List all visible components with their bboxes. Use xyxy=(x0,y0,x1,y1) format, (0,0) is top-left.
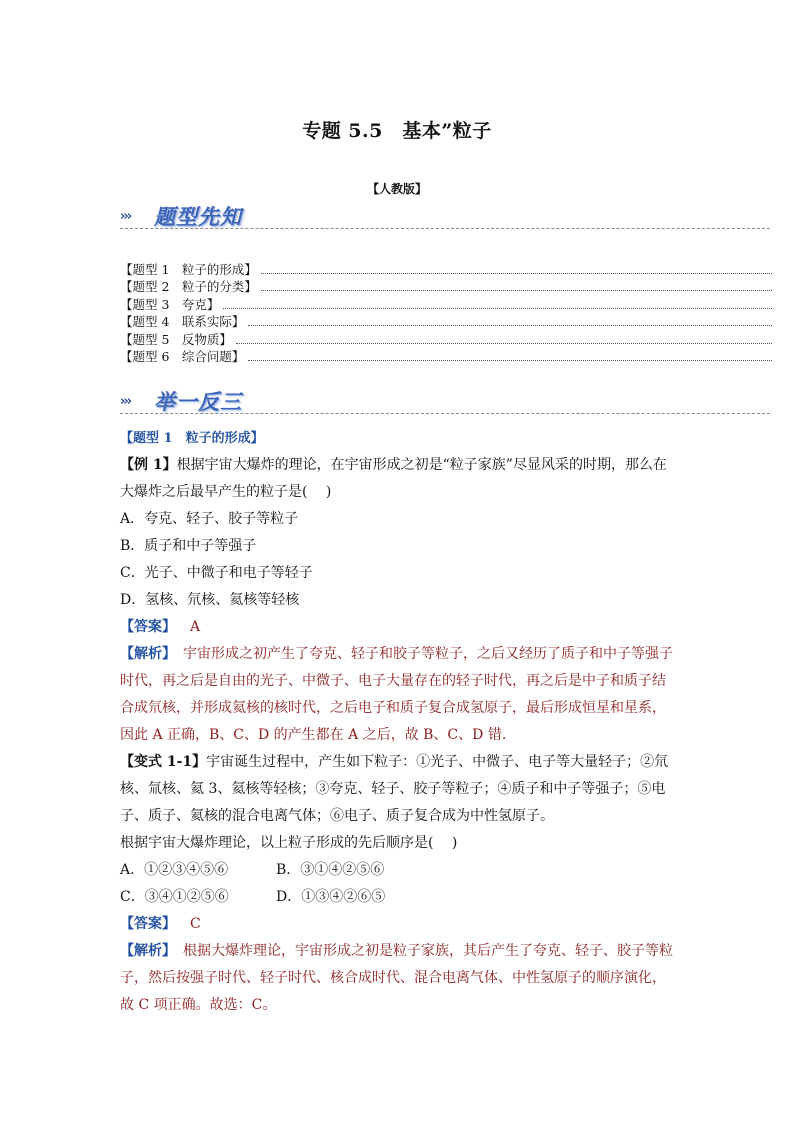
section-heading: 【题型 1 粒子的形成】 xyxy=(120,431,264,446)
option-d: D．氢核、氘核、氦核等轻核 xyxy=(120,592,300,608)
banner-divider xyxy=(120,413,770,414)
option-c: C．光子、中微子和电子等轻子 xyxy=(120,565,313,581)
banner-arrows-icon: ››› xyxy=(120,209,131,224)
toc-leader xyxy=(261,290,772,291)
overview-banner xyxy=(120,201,770,231)
toc-list xyxy=(120,260,774,365)
option-b: B．质子和中子等强子 xyxy=(120,538,257,554)
analysis-paragraph: 【解析】 根据大爆炸理论，宇宙形成之初是粒子家族，其后产生了夸克、轻子、胶子等粒子，然后按强子时代、轻子时代、核合成时代、混合电离气体、中性氢原子的顺序演化，故 C 项正确。故选：C。 xyxy=(120,943,673,1013)
option-a: A．夸克、轻子、胶子等粒子 xyxy=(120,511,299,527)
variant-prompt: 根据宇宙大爆炸理论，以上粒子形成的先后顺序是( ) xyxy=(120,835,458,851)
option-c: C．③④①②⑤⑥ xyxy=(120,889,229,905)
option-a: A．①②③④⑤⑥ xyxy=(120,862,229,878)
toc-item[interactable]: 【题型 4 联系实际】 xyxy=(120,313,774,331)
overview-banner-label: 题型先知 xyxy=(154,204,242,229)
analysis-paragraph: 【解析】 宇宙形成之初产生了夸克、轻子和胶子等粒子，之后又经历了质子和中子等强子时代，再之后是自由的光子、中微子、电子大量存在的轻子时代，再之后是中子和质子结合成氘核，并形成氦核的核时代，之后电子和质子复合成氢原子，最后形成恒星和星系，因此 A 正确，B、C、D 的产生都在 A 之后，故 B、C、D 错． xyxy=(120,646,673,743)
answer-line xyxy=(120,911,678,938)
toc-item[interactable]: 【题型 5 反物质】 xyxy=(120,330,774,348)
practice-banner xyxy=(120,386,770,416)
answer-value: A xyxy=(190,619,201,635)
toc-item[interactable]: 【题型 1 粒子的形成】 xyxy=(120,260,774,278)
analysis-label: 【解析】 xyxy=(120,943,169,959)
edition-label: 【人教版】 xyxy=(366,182,427,196)
answer-value: C xyxy=(190,916,201,932)
banner-divider xyxy=(120,228,770,229)
variant-options-row xyxy=(120,857,678,884)
option-d: D．①③④②⑥⑤ xyxy=(276,889,386,905)
page-title: 专题 5.5 基本”粒子 xyxy=(302,120,492,142)
example-label: 【例 1】 xyxy=(120,457,177,473)
answer-label: 【答案】 xyxy=(120,619,176,635)
toc-leader xyxy=(236,343,772,344)
toc-leader xyxy=(248,325,772,326)
variant-label: 【变式 1-1】 xyxy=(120,754,207,770)
toc-leader xyxy=(261,273,772,274)
practice-banner-label: 举一反三 xyxy=(154,389,242,414)
banner-arrows-icon: ››› xyxy=(120,394,131,409)
example-question: 【例 1】根据宇宙大爆炸的理论，在宇宙形成之初是“粒子家族”尽显风采的时期，那么在大爆炸之后最早产生的粒子是( ) xyxy=(120,457,667,500)
toc-leader xyxy=(248,360,772,361)
toc-item[interactable]: 【题型 6 综合问题】 xyxy=(120,348,774,366)
analysis-label: 【解析】 xyxy=(120,646,169,662)
answer-label: 【答案】 xyxy=(120,916,176,932)
toc-leader xyxy=(223,308,772,309)
variant-question: 【变式 1-1】宇宙诞生过程中，产生如下粒子：①光子、中微子、电子等大量轻子；②氘核、氚核、氦 3、氦核等轻核；③夸克、轻子、胶子等粒子；④质子和中子等强子；⑤电子、质子、氦核的混合电离气体；⑥电子、质子复合成为中性氢原子。 xyxy=(120,754,669,824)
option-b: B．③①④②⑤⑥ xyxy=(276,862,385,878)
section-content xyxy=(120,425,678,1019)
toc-item[interactable]: 【题型 3 夸克】 xyxy=(120,295,774,313)
variant-options-row xyxy=(120,884,678,911)
toc-item[interactable]: 【题型 2 粒子的分类】 xyxy=(120,278,774,296)
answer-line xyxy=(120,614,678,641)
